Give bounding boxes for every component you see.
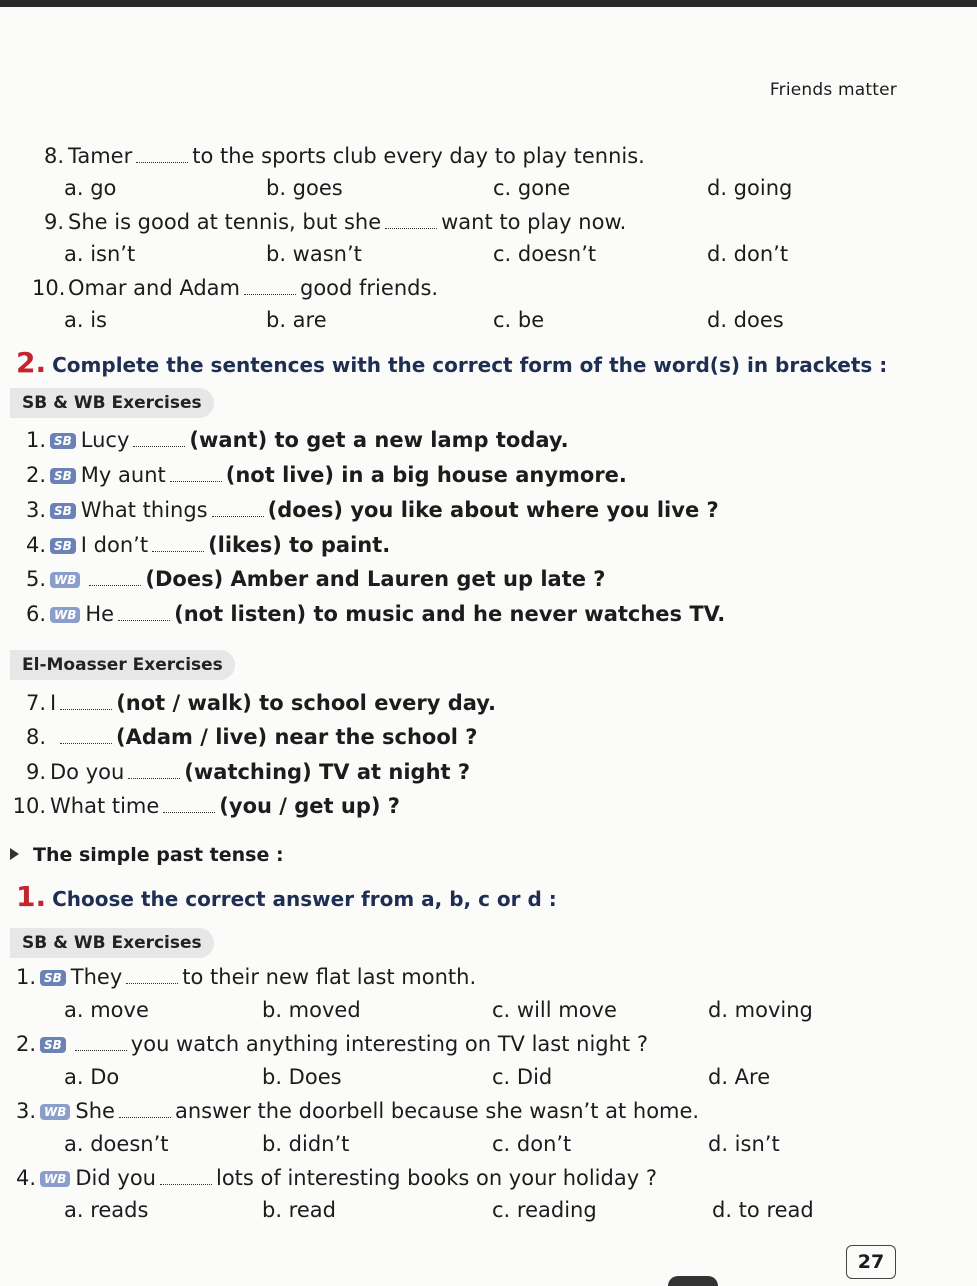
exercise-item: 3. SB What things (does) you like about where you live ? <box>25 498 719 522</box>
option-b: b. moved <box>262 998 361 1022</box>
exercise-item: 7. I (not / walk) to school every day. <box>25 691 497 715</box>
option-c: c. will move <box>492 998 617 1022</box>
triangle-bullet-icon <box>10 848 19 860</box>
top-edge <box>0 0 977 7</box>
option-d: d. going <box>707 176 793 200</box>
question-item: 1. SB They to their new flat last month. <box>15 965 477 989</box>
running-head: Friends matter <box>769 80 897 100</box>
exercise-item: 5. WB (Does) Amber and Lauren get up late ? <box>25 567 606 591</box>
wb-badge: WB <box>40 1104 70 1120</box>
option-c: c. gone <box>493 176 571 200</box>
question-item: 3. WB She answer the doorbell because she wasn’t at home. <box>15 1099 700 1123</box>
option-c: c. doesn’t <box>493 242 597 266</box>
section-2-title: 2. Complete the sentences with the correct form of the word(s) in brackets : <box>16 346 888 379</box>
sb-badge: SB <box>40 1037 66 1053</box>
option-d: d. don’t <box>707 242 789 266</box>
option-b: b. goes <box>266 176 343 200</box>
option-b: b. are <box>266 308 327 332</box>
exercise-item: 1. SB Lucy (want) to get a new lamp today. <box>25 428 569 452</box>
exercise-item: 6. WB He (not listen) to music and he never watches TV. <box>25 602 726 626</box>
group-label-sb-wb: SB & WB Exercises <box>10 388 214 418</box>
group-label-sb-wb: SB & WB Exercises <box>10 928 214 958</box>
sb-badge: SB <box>50 503 76 519</box>
option-b: b. didn’t <box>262 1132 350 1156</box>
exercise-item: 10. What time (you / get up) ? <box>12 794 400 818</box>
option-a: a. doesn’t <box>64 1132 169 1156</box>
option-b: b. Does <box>262 1065 342 1089</box>
wb-badge: WB <box>50 607 80 623</box>
question-9: 9. She is good at tennis, but she want to play now. <box>43 210 627 234</box>
exercise-item: 9. Do you (watching) TV at night ? <box>25 760 471 784</box>
section-1-title: 1. Choose the correct answer from a, b, c or d : <box>16 880 557 913</box>
simple-past-heading: The simple past tense : <box>10 844 284 866</box>
option-a: a. reads <box>64 1198 149 1222</box>
page-number: 27 <box>846 1245 896 1279</box>
question-item: 2. SB you watch anything interesting on TV last night ? <box>15 1032 648 1056</box>
exercise-item: 2. SB My aunt (not live) in a big house anymore. <box>25 463 627 487</box>
question-8: 8. Tamer to the sports club every day to play tennis. <box>43 144 645 168</box>
sb-badge: SB <box>50 433 76 449</box>
option-c: c. Did <box>492 1065 553 1089</box>
option-a: a. go <box>64 176 117 200</box>
question-10: 10. Omar and Adam good friends. <box>32 276 439 300</box>
option-a: a. move <box>64 998 149 1022</box>
option-d: d. to read <box>712 1198 814 1222</box>
option-d: d. Are <box>708 1065 771 1089</box>
option-b: b. read <box>262 1198 336 1222</box>
option-c: c. be <box>493 308 545 332</box>
option-c: c. don’t <box>492 1132 572 1156</box>
option-d: d. does <box>707 308 784 332</box>
option-a: a. is <box>64 308 107 332</box>
wb-badge: WB <box>40 1171 70 1187</box>
option-b: b. wasn’t <box>266 242 362 266</box>
option-a: a. isn’t <box>64 242 136 266</box>
exercise-item: 8. (Adam / live) near the school ? <box>25 725 478 749</box>
sb-badge: SB <box>40 970 66 986</box>
sb-badge: SB <box>50 538 76 554</box>
option-c: c. reading <box>492 1198 597 1222</box>
option-a: a. Do <box>64 1065 120 1089</box>
bottom-tab <box>668 1276 718 1286</box>
group-label-el-moasser: El-Moasser Exercises <box>10 650 235 680</box>
option-d: d. moving <box>708 998 813 1022</box>
exercise-item: 4. SB I don’t (likes) to paint. <box>25 533 391 557</box>
option-d: d. isn’t <box>708 1132 780 1156</box>
wb-badge: WB <box>50 572 80 588</box>
question-item: 4. WB Did you lots of interesting books on your holiday ? <box>15 1166 657 1190</box>
sb-badge: SB <box>50 468 76 484</box>
